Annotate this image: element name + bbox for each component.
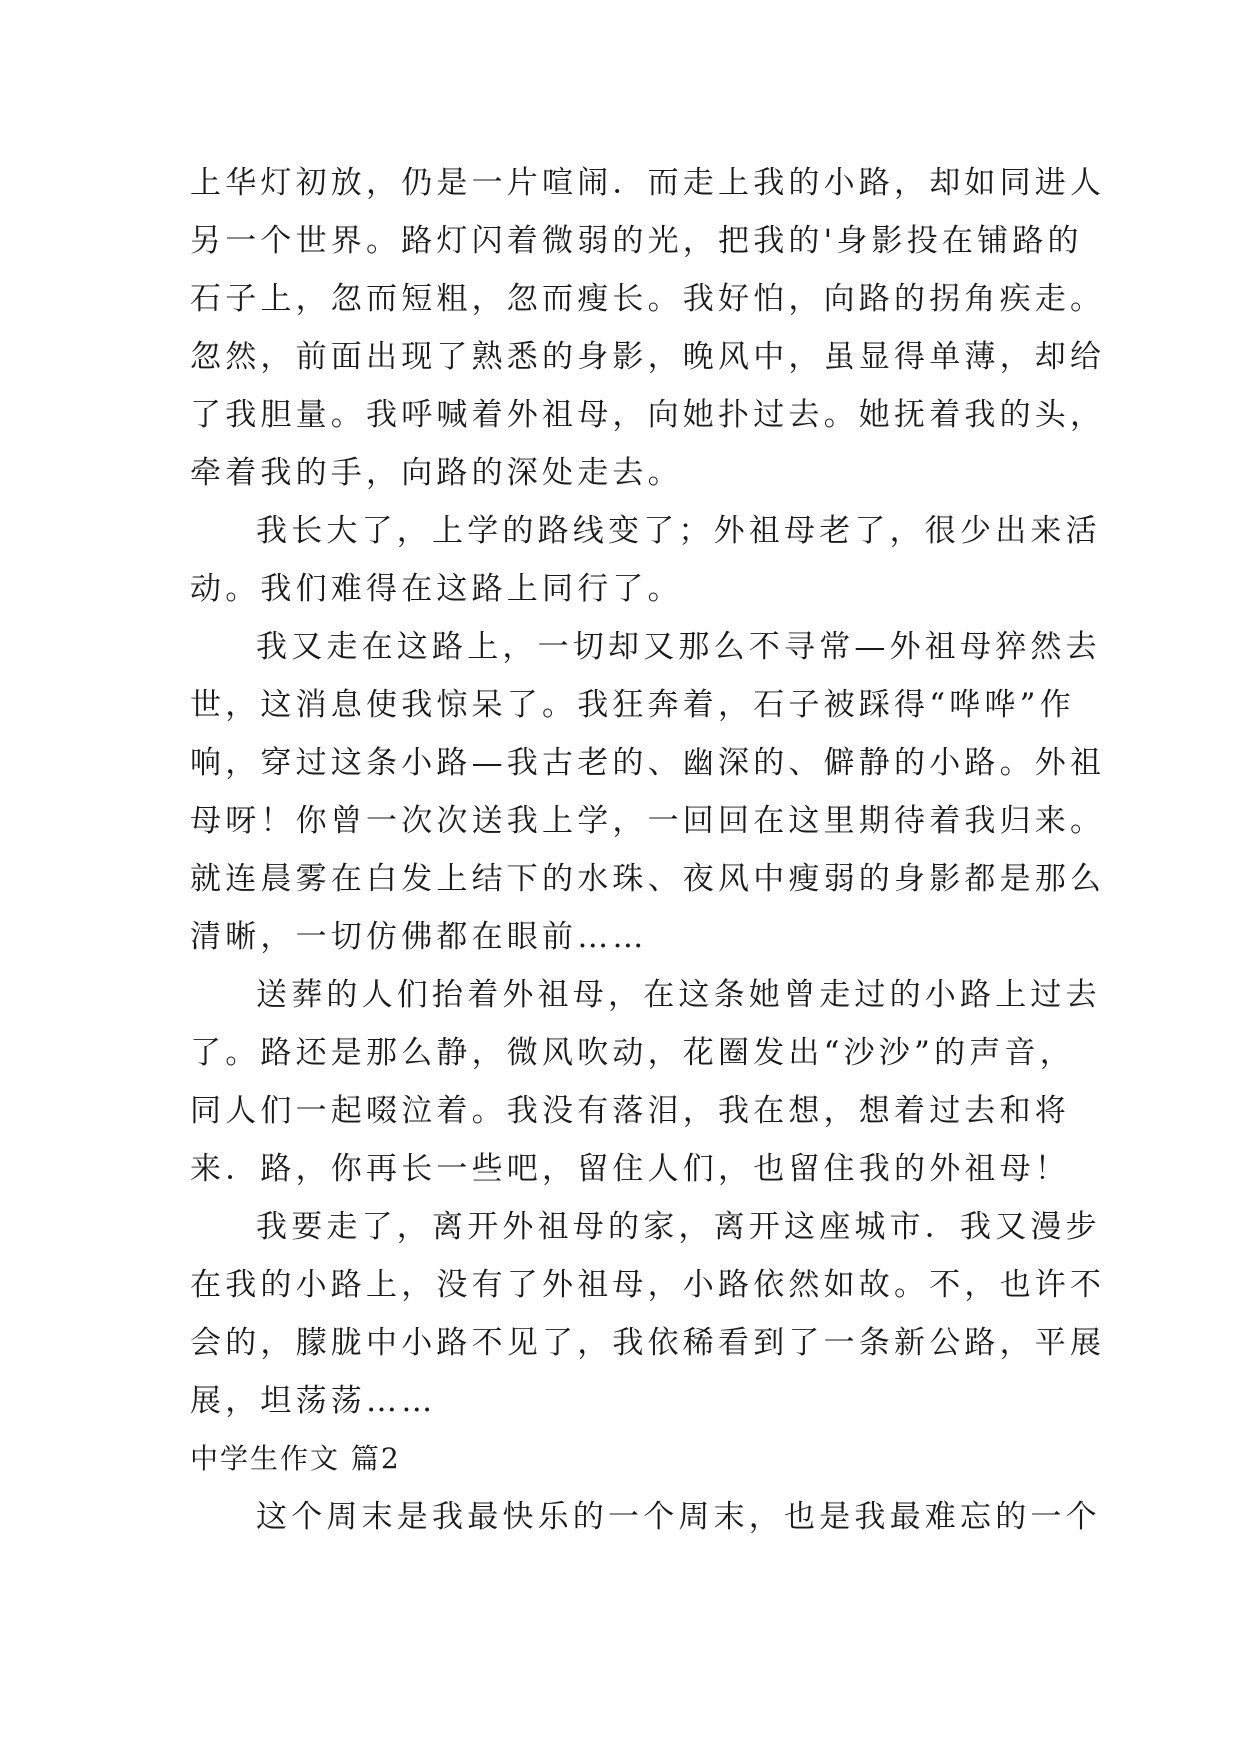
- paragraph-first-line: 送葬的人们抬着外祖母，在这条她曾走过的小路上过去: [256, 977, 1101, 1013]
- text-line: 清晰，一切仿佛都在眼前……: [190, 919, 648, 955]
- text-line: 响，穿过这条小路—我古老的、幽深的、僻静的小路。外祖: [190, 745, 1106, 781]
- text-line: 来．路，你再长一些吧，留住人们，也留住我的外祖母！: [190, 1151, 1070, 1187]
- document-body: [190, 154, 1106, 1546]
- section-heading: 中学生作文 篇2: [190, 1442, 401, 1475]
- text-line: 石子上，忽而短粗，忽而瘦长。我好怕，向路的拐角疾走。: [190, 281, 1106, 317]
- text-line: 牵着我的手，向路的深处走去。: [190, 455, 683, 491]
- text-line: 另一个世界。路灯闪着微弱的光，把我的'身影投在铺路的: [190, 223, 1083, 259]
- text-line: 展，坦荡荡……: [190, 1383, 437, 1419]
- paragraph-first-line: 我又走在这路上，一切却又那么不寻常—外祖母猝然去: [256, 629, 1101, 665]
- text-line: 母呀！你曾一次次送我上学，一回回在这里期待着我归来。: [190, 803, 1106, 839]
- text-line: 就连晨雾在白发上结下的水珠、夜风中瘦弱的身影都是那么: [190, 861, 1106, 897]
- text-line: 动。我们难得在这路上同行了。: [190, 571, 683, 607]
- text-line: 同人们一起啜泣着。我没有落泪，我在想，想着过去和将: [190, 1093, 1070, 1129]
- text-line: 在我的小路上，没有了外祖母，小路依然如故。不，也许不: [190, 1267, 1106, 1303]
- paragraph-first-line: 这个周末是我最快乐的一个周末，也是我最难忘的一个: [256, 1499, 1101, 1535]
- text-line: 忽然，前面出现了熟悉的身影，晚风中，虽显得单薄，却给: [190, 339, 1106, 375]
- text-line: 会的，朦胧中小路不见了，我依稀看到了一条新公路，平展: [190, 1325, 1106, 1361]
- paragraph-first-line: 我长大了，上学的路线变了；外祖母老了，很少出来活: [256, 513, 1101, 549]
- text-line: 了。路还是那么静，微风吹动，花圈发出“沙沙”的声音，: [190, 1035, 1075, 1071]
- paragraph-first-line: 我要走了，离开外祖母的家，离开这座城市．我又漫步: [256, 1209, 1101, 1245]
- text-line: 世，这消息使我惊呆了。我狂奔着，石子被踩得“哗哗”作: [190, 687, 1075, 723]
- text-line: 上华灯初放，仍是一片喧闹．而走上我的小路，却如同进人: [190, 165, 1106, 201]
- text-line: 了我胆量。我呼喊着外祖母，向她扑过去。她抚着我的头，: [190, 397, 1106, 433]
